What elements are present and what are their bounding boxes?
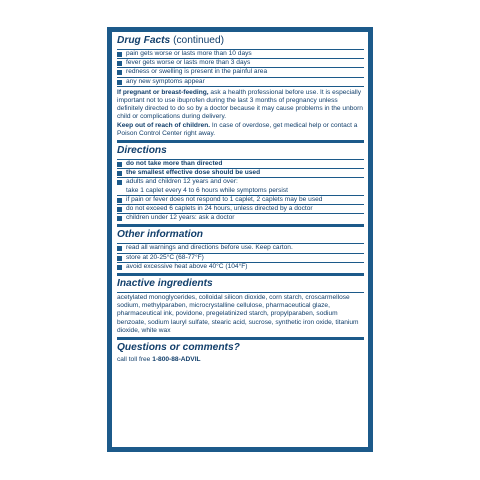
- questions-heading: Questions or comments?: [117, 342, 240, 354]
- phone-number: 1-800-88-ADVIL: [152, 356, 201, 364]
- inactive-ingredients-text: acetylated monoglycerides, colloidal silicon dioxide, corn starch, croscarmellose sodium, methylparaben, microcrystalline cellulose, pharmaceutical glaze, pharmaceutical ink, povidone, pregelatinized starch, propylparaben, sodium benzoate, sodium lauryl sulfate, stearic acid, sucrose, synthetic iron oxide, titanium dioxide, white wax: [117, 294, 359, 334]
- list-item: do not exceed 6 caplets in 24 hours, unless directed by a doctor: [117, 205, 364, 214]
- children-bold: Keep out of reach of children.: [117, 121, 211, 129]
- list-item: read all warnings and directions before use. Keep carton.: [117, 244, 364, 253]
- drug-facts-heading: [117, 35, 364, 47]
- drug-facts-panel: [107, 27, 373, 452]
- list-item: do not take more than directed: [117, 160, 364, 169]
- questions-section: [117, 342, 364, 366]
- children-text: In case of overdose, get medical help or contact a Poison Control Center right away.: [117, 121, 358, 137]
- warnings-section: [117, 35, 364, 143]
- pregnancy-bold: If pregnant or breast-feeding,: [117, 88, 209, 96]
- list-item: the smallest effective dose should be used: [117, 169, 364, 178]
- inactive-ingredients-body: [117, 292, 364, 335]
- pregnancy-text: ask a health professional before use. It is especially important not to use ibuprofen during the last 3 months of pregnancy unless definitely directed to do so by a doctor because it may cause problems in the unborn child or complications during delivery.: [117, 88, 363, 121]
- list-item: redness or swelling is present in the painful area: [117, 68, 364, 77]
- other-info-heading: Other information: [117, 229, 204, 241]
- drug-facts-continued: (continued): [173, 35, 225, 46]
- other-info-section: [117, 229, 364, 276]
- directions-heading: Directions: [117, 145, 167, 157]
- list-item: store at 20-25°C (68-77°F): [117, 254, 364, 263]
- list-item: avoid excessive heat above 40°C (104°F): [117, 263, 364, 271]
- drug-facts-inner: [112, 32, 368, 447]
- directions-list: [117, 159, 364, 222]
- list-item: children under 12 years: ask a doctor: [117, 214, 364, 222]
- directions-section: [117, 145, 364, 227]
- pregnancy-warning: [117, 86, 364, 138]
- directions-adults-dose: take 1 caplet every 4 to 6 hours while symptoms persist: [126, 186, 288, 194]
- questions-line: [117, 356, 364, 364]
- other-info-list: [117, 243, 364, 271]
- list-item: [117, 178, 364, 195]
- stop-use-list: [117, 49, 364, 86]
- questions-prefix: call toll free: [117, 356, 153, 364]
- inactive-ingredients-heading: Inactive ingredients: [117, 278, 213, 290]
- list-item: fever gets worse or lasts more than 3 days: [117, 59, 364, 68]
- children-paragraph: [117, 122, 364, 138]
- list-item: any new symptoms appear: [117, 78, 364, 86]
- drug-facts-title: Drug Facts: [117, 35, 171, 46]
- inactive-ingredients-section: [117, 278, 364, 340]
- list-item: pain gets worse or lasts more than 10 days: [117, 50, 364, 59]
- directions-adults: adults and children 12 years and over:: [126, 178, 238, 186]
- pregnancy-paragraph: [117, 89, 364, 122]
- list-item: if pain or fever does not respond to 1 caplet, 2 caplets may be used: [117, 196, 364, 205]
